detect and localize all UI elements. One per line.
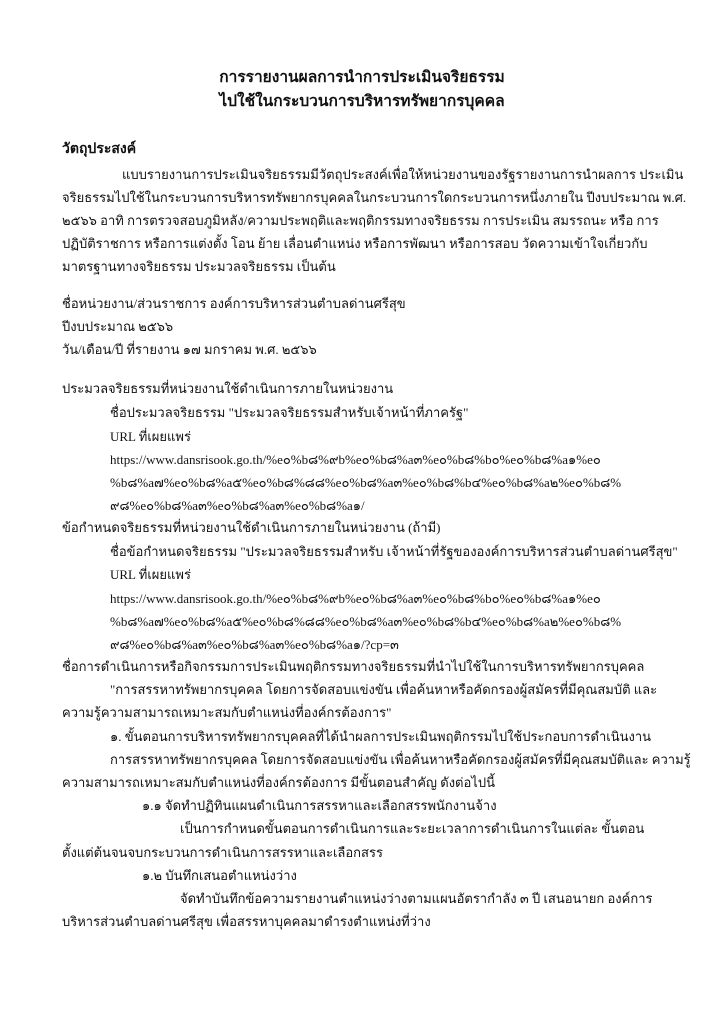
step-1-1: ๑.๑ จัดทำปฏิทินแผนดำเนินการสรรหาและเลือกสรรพนักงานจ้าง (142, 798, 497, 813)
title-line-2: ไปใช้ในกระบวนการบริหารทรัพยากรบุคคล (219, 93, 505, 110)
code-name: ชื่อประมวลจริยธรรม "ประมวลจริยธรรมสำหรับเจ้าหน้าที่ภาครัฐ" (110, 405, 469, 420)
step-1-text: การสรรหาทรัพยากรบุคคล โดยการจัดสอบแข่งขัน เพื่อค้นหาหรือคัดกรองผู้สมัครที่มีคุณสมบัติและ ความรู้ (110, 752, 691, 767)
title-line-1: การรายงานผลการนำการประเมินจริยธรรม (219, 69, 505, 86)
activity-quote: ความรู้ความสามารถเหมาะสมกับตำแหน่งที่องค์กรต้องการ" (62, 705, 392, 720)
step-1-2: ๑.๒ บันทึกเสนอตำแหน่งว่าง (142, 868, 297, 883)
objective-line: ปฏิบัติราชการ หรือการแต่งตั้ง โอน ย้าย เลื่อนตำแหน่ง หรือการพัฒนา หรือการสอบ วัดความเข้าใจเกี่ยวกับ (62, 236, 648, 251)
regulation-url-label: URL ที่เผยแพร่ (110, 567, 191, 582)
activity-heading: ชื่อการดำเนินการหรือกิจกรรมการประเมินพฤติกรรมทางจริยธรรมที่นำไปใช้ในการบริหารทรัพยากรบุคคล (62, 659, 645, 674)
regulation-url[interactable]: https://www.dansrisook.go.th/%e๐%b๘%๙b%e๐%b๘%a๓%e๐%b๘%b๐%e๐%b๘%a๑%e๐ (110, 591, 601, 606)
objective-line: มาตรฐานทางจริยธรรม ประมวลจริยธรรม เป็นต้น (62, 259, 336, 274)
code-heading: ประมวลจริยธรรมที่หน่วยงานใช้ดำเนินการภายในหน่วยงาน (62, 381, 394, 396)
step-1: ๑. ขั้นตอนการบริหารทรัพยากรบุคคลที่ได้นำผลการประเมินพฤติกรรมไปใช้ประกอบการดำเนินงาน (110, 729, 652, 744)
regulation-url[interactable]: ๙๘%e๐%b๘%a๓%e๐%b๘%a๓%e๐%b๘%a๑/?cp=๓ (110, 637, 399, 652)
step-1-1-text: เป็นการกำหนดขั้นตอนการดำเนินการและระยะเวลาการดำเนินการในแต่ละ ขั้นตอน (180, 821, 645, 836)
step-1-2-text: บริหารส่วนตำบลด่านศรีสุข เพื่อสรรหาบุคคลมาดำรงตำแหน่งที่ว่าง (62, 914, 431, 929)
objective-heading: วัตถุประสงค์ (62, 142, 137, 157)
report-date: วัน/เดือน/ปี ที่รายงาน ๑๗ มกราคม พ.ศ. ๒๕๖๖ (62, 342, 317, 357)
objective-line: แบบรายงานการประเมินจริยธรรมมีวัตถุประสงค์เพื่อให้หน่วยงานของรัฐรายงานการนำผลการ ประเมิน (122, 167, 684, 182)
agency-name: ชื่อหน่วยงาน/ส่วนราชการ องค์การบริหารส่วนตำบลด่านศรีสุข (62, 296, 406, 311)
code-url[interactable]: ๙๘%e๐%b๘%a๓%e๐%b๘%a๓%e๐%b๘%a๑/ (110, 498, 365, 513)
step-1-text: ความสามารถเหมาะสมกับตำแหน่งที่องค์กรต้องการ มีขั้นตอนสำคัญ ดังต่อไปนี้ (62, 775, 495, 790)
code-url-label: URL ที่เผยแพร่ (110, 429, 191, 444)
regulation-heading: ข้อกำหนดจริยธรรมที่หน่วยงานใช้ดำเนินการภายในหน่วยงาน (ถ้ามี) (62, 520, 441, 535)
regulation-name: ชื่อข้อกำหนดจริยธรรม "ประมวลจริยธรรมสำหรับ เจ้าหน้าที่รัฐขององค์การบริหารส่วนตำบลด่านศรีสุข" (110, 544, 678, 559)
code-url[interactable]: https://www.dansrisook.go.th/%e๐%b๘%๙b%e๐%b๘%a๓%e๐%b๘%b๐%e๐%b๘%a๑%e๐ (110, 452, 601, 467)
activity-quote: "การสรรหาทรัพยากรบุคคล โดยการจัดสอบแข่งขัน เพื่อค้นหาหรือคัดกรองผู้สมัครที่มีคุณสมบัติ และ (110, 682, 658, 697)
objective-line: ๒๕๖๖ อาทิ การตรวจสอบภูมิหลัง/ความประพฤติและพฤติกรรมทางจริยธรรม การประเมิน สมรรถนะ หรือ การ (62, 213, 659, 228)
step-1-2-text: จัดทำบันทึกข้อความรายงานตำแหน่งว่างตามแผนอัตรากำลัง ๓ ปี เสนอนายก องค์การ (180, 891, 653, 906)
fiscal-year: ปีงบประมาณ ๒๕๖๖ (62, 319, 174, 334)
regulation-url[interactable]: %b๘%a๗%e๐%b๘%a๕%e๐%b๘%๘๘%e๐%b๘%a๓%e๐%b๘%b๔%e๐%b๘%a๒%e๐%b๘% (110, 614, 622, 629)
step-1-1-text: ตั้งแต่ต้นจนจบกระบวนการดำเนินการสรรหาและเลือกสรร (62, 845, 383, 860)
code-url[interactable]: %b๘%a๗%e๐%b๘%a๕%e๐%b๘%๘๘%e๐%b๘%a๓%e๐%b๘%b๔%e๐%b๘%a๒%e๐%b๘% (110, 475, 622, 490)
objective-line: จริยธรรมไปใช้ในกระบวนการบริหารทรัพยากรบุคคลในกระบวนการใดกระบวนการหนึ่งภายใน ปีงบประมาณ พ.ศ. (62, 190, 687, 205)
